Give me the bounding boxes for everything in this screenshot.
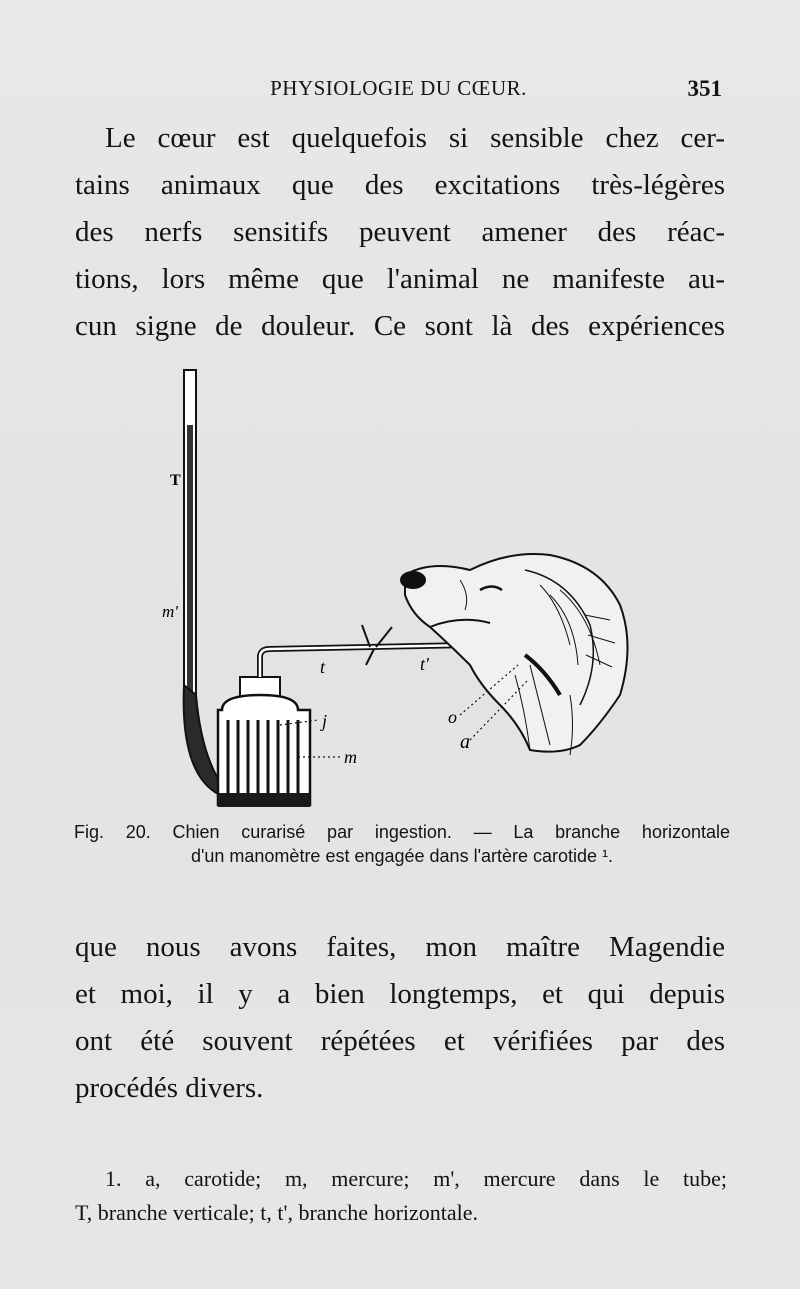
text-line: Le cœur est quelquefois si sensible chez cer- xyxy=(105,122,725,154)
page-number: 351 xyxy=(687,76,722,101)
label-t: t xyxy=(320,657,326,677)
label-m: m xyxy=(344,747,357,767)
label-a: a xyxy=(460,731,470,753)
figure-caption xyxy=(74,820,730,868)
text-line: des nerfs sensitifs peuvent amener des réac- xyxy=(75,216,725,248)
footnote xyxy=(75,1162,727,1230)
manometer-dog-engraving xyxy=(130,365,650,815)
label-T: T xyxy=(170,472,181,489)
text-line: que nous avons faites, mon maître Magendie xyxy=(75,931,725,963)
label-j: j xyxy=(322,711,328,731)
label-m-prime: m' xyxy=(162,602,178,621)
paragraph-bottom xyxy=(75,924,725,1112)
text-line: tions, lors même que l'animal ne manifeste au- xyxy=(75,263,725,295)
running-head: PHYSIOLOGIE DU CŒUR. xyxy=(270,76,527,100)
text-line: ont été souvent répétées et vérifiées par des xyxy=(75,1025,725,1057)
label-t-prime: t' xyxy=(420,654,429,674)
vertical-tube-T xyxy=(184,370,196,700)
paragraph-top xyxy=(75,115,725,350)
dog-head xyxy=(401,554,628,755)
label-o: o xyxy=(448,707,457,727)
text-line: tains animaux que des excitations très-légères xyxy=(75,169,725,201)
footnote-line: 1. a, carotide; m, mercure; m', mercure dans le tube; xyxy=(105,1166,727,1191)
figure-illustration xyxy=(130,365,650,815)
footnote-line: T, branche verticale; t, t', branche horizontale. xyxy=(75,1200,479,1225)
text-line: et moi, il y a bien longtemps, et qui depuis xyxy=(75,978,725,1010)
page-header xyxy=(75,74,722,110)
text-line: procédés divers. xyxy=(75,1072,264,1104)
caption-line: Fig. 20. Chien curarisé par ingestion. — La branche horizontale xyxy=(74,822,730,842)
text-line: cun signe de douleur. Ce sont là des expériences xyxy=(75,310,725,342)
mercury-bottle xyxy=(218,677,310,807)
caption-line: d'un manomètre est engagée dans l'artère carotide ¹. xyxy=(190,846,614,866)
